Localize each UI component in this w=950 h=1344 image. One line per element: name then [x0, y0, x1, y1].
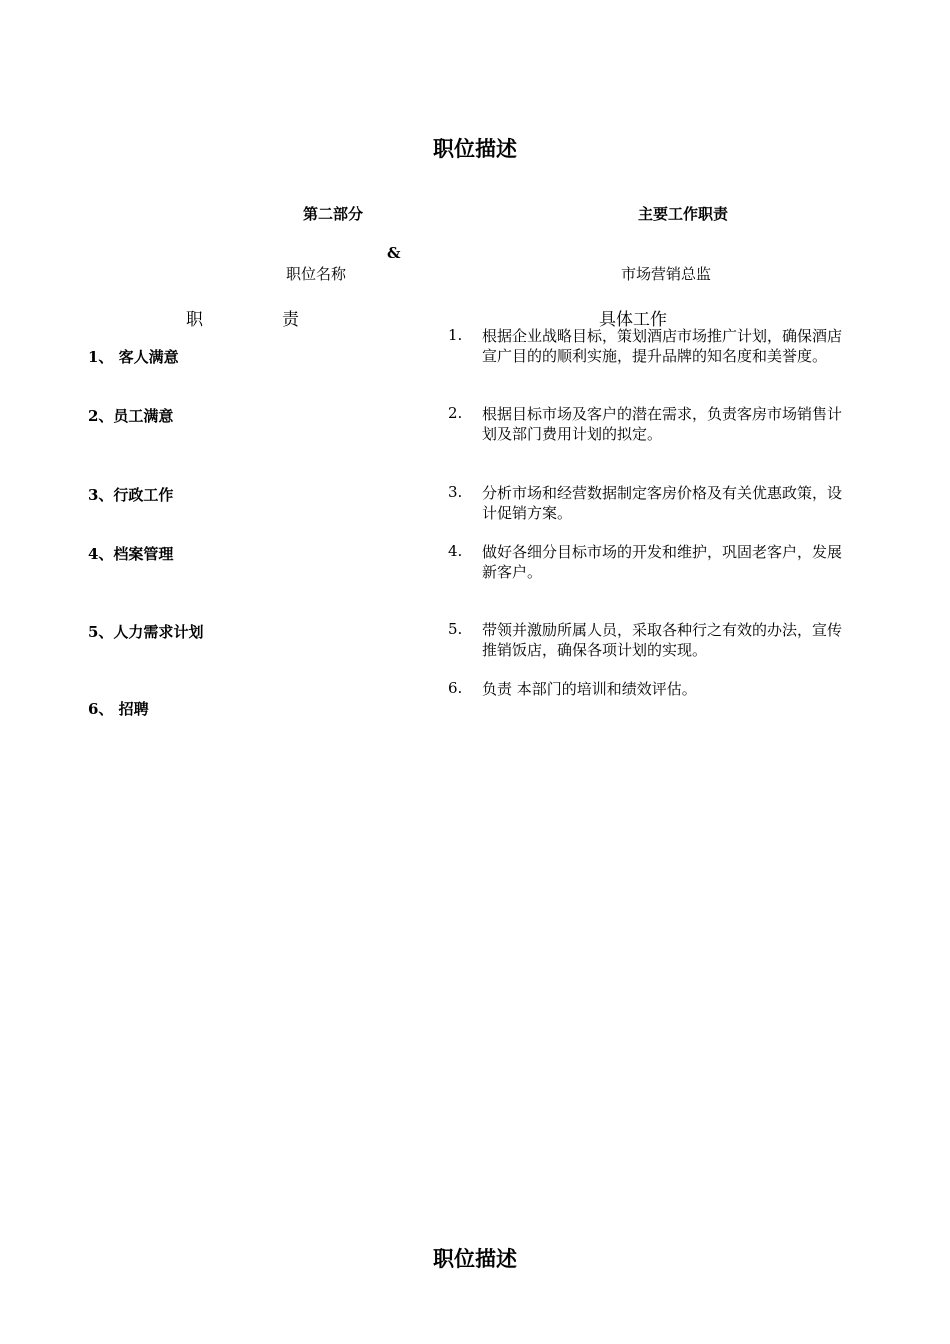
position-value: 市场营销总监 — [621, 265, 712, 283]
task-number: 5. — [448, 620, 463, 638]
responsibility-item: 1、 客人满意 — [88, 348, 179, 366]
task-number: 6. — [448, 679, 463, 697]
responsibility-item: 2、员工满意 — [88, 407, 174, 425]
task-text: 带领并激励所属人员，采取各种行之有效的办法，宣传推销饭店，确保各项计划的实现。 — [482, 621, 843, 659]
task-text: 根据企业战略目标，策划酒店市场推广计划，确保酒店宣广目的的顺利实施，提升品牌的知名度和美誉度。 — [482, 327, 843, 365]
responsibility-item: 6、 招聘 — [88, 700, 149, 718]
section-label: 第二部分 — [303, 205, 364, 223]
column-header-responsibility-part1: 职 — [186, 310, 203, 330]
task-text: 分析市场和经营数据制定客房价格及有关优惠政策，设计促销方案。 — [482, 484, 843, 522]
task-number: 2. — [448, 404, 463, 422]
column-header-details: 具体工作 — [599, 310, 667, 330]
task-text: 做好各细分目标市场的开发和维护，巩固老客户，发展新客户。 — [482, 543, 843, 581]
section-heading: 主要工作职责 — [638, 205, 729, 223]
task-text: 负责 本部门的培训和绩效评估。 — [482, 680, 697, 698]
ampersand-mark: & — [387, 244, 401, 262]
task-number: 1. — [448, 326, 463, 344]
column-header-responsibility-part2: 责 — [282, 310, 299, 330]
responsibility-item: 4、档案管理 — [88, 545, 174, 563]
position-label: 职位名称 — [286, 265, 347, 283]
page-title: 职位描述 — [433, 136, 517, 161]
responsibility-item: 5、人力需求计划 — [88, 623, 204, 641]
responsibility-item: 3、行政工作 — [88, 486, 174, 504]
task-number: 4. — [448, 542, 463, 560]
next-page-title: 职位描述 — [433, 1246, 517, 1271]
task-number: 3. — [448, 483, 463, 501]
task-text: 根据目标市场及客户的潜在需求，负责客房市场销售计划及部门费用计划的拟定。 — [482, 405, 843, 443]
